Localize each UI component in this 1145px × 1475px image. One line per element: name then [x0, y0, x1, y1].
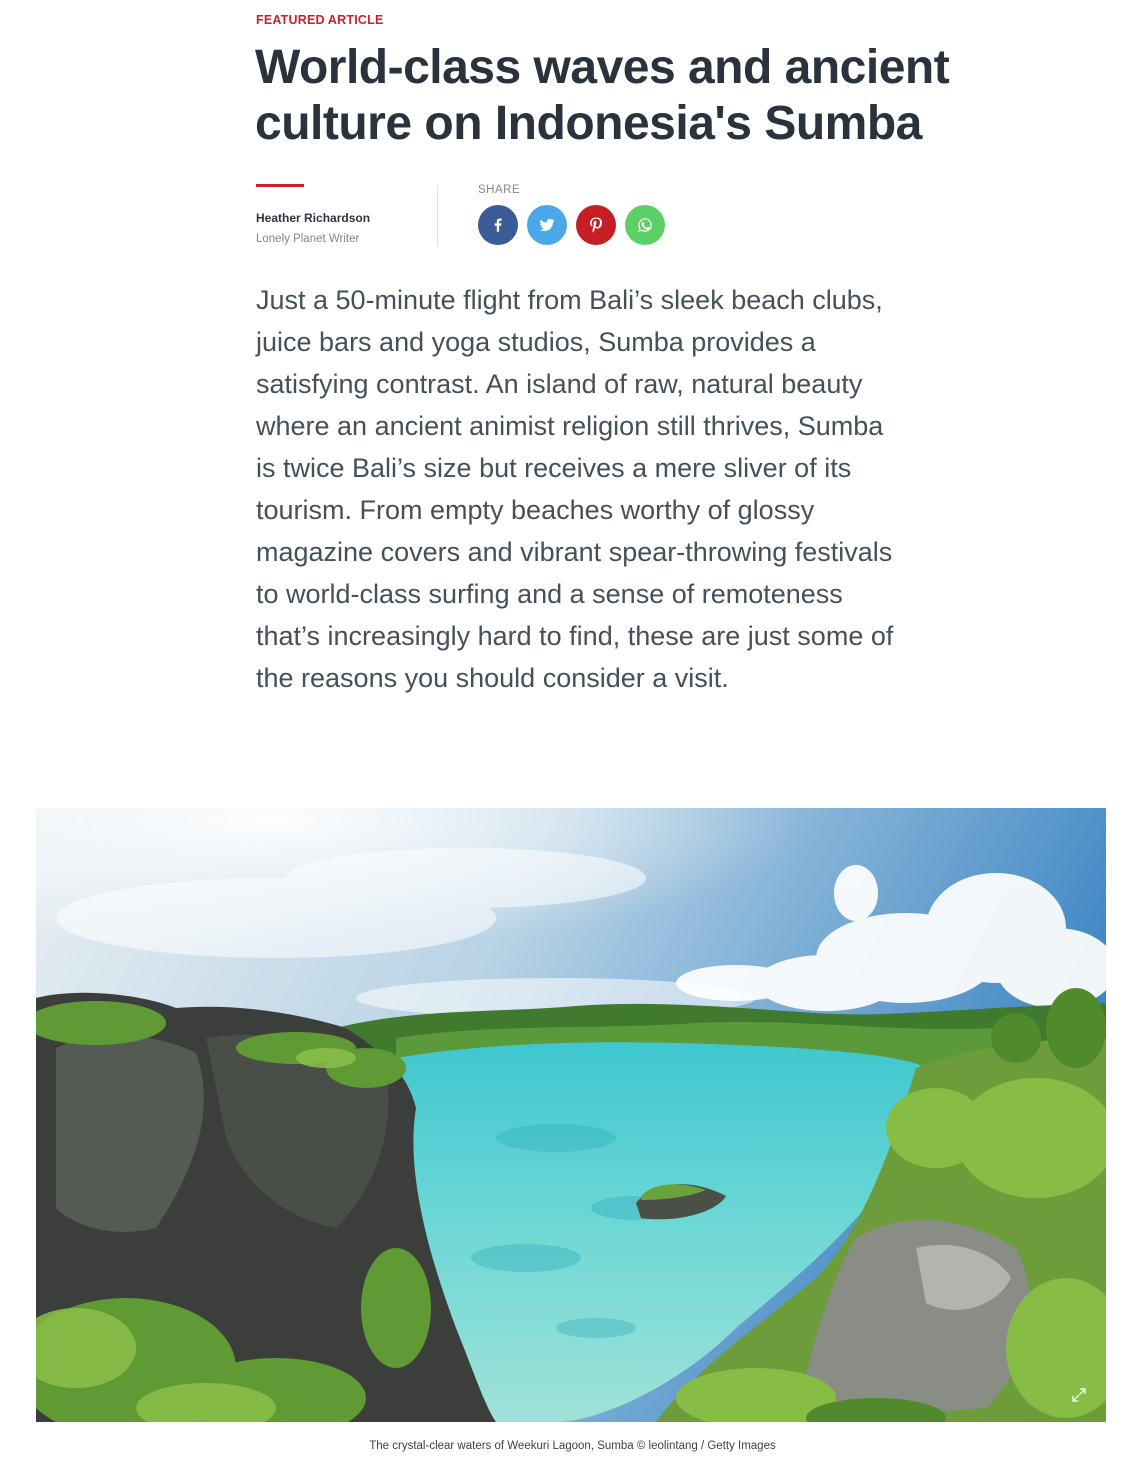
accent-rule [256, 184, 304, 187]
share-label: SHARE [478, 184, 521, 196]
article-lead-paragraph: Just a 50-minute flight from Bali’s sleek beach clubs, juice bars and yoga studios, Sumba provides a satisfying contrast. An island of raw, natural beauty where an ancient animist religion still thrives, Sumba is twice Bali’s size but receives a mere sliver of its tourism. From empty beaches worthy of glossy magazine covers and vibrant spear-throwing festivals to world-class surfing and a sense of remoteness that’s increasingly hard to find, these are just some of the reasons you should consider a visit. [256, 285, 894, 693]
hero-image-caption: The crystal-clear waters of Weekuri Lagoon, Sumba © leolintang / Getty Images [369, 1440, 776, 1452]
hero-image[interactable] [36, 808, 1106, 1422]
twitter-icon [538, 216, 556, 234]
byline-divider [437, 185, 438, 246]
facebook-icon [489, 216, 507, 234]
featured-article-kicker: FEATURED ARTICLE [256, 13, 384, 27]
byline [256, 211, 370, 245]
expand-image-button[interactable] [1066, 1382, 1092, 1408]
whatsapp-icon [636, 216, 654, 234]
expand-icon [1070, 1386, 1088, 1404]
article-title: World-class waves and ancient culture on Indonesia's Sumba [255, 41, 950, 150]
lagoon-photo [36, 808, 1106, 1422]
share-twitter-button[interactable] [527, 205, 567, 245]
share-whatsapp-button[interactable] [625, 205, 665, 245]
share-buttons [478, 205, 665, 245]
author-name[interactable]: Heather Richardson [256, 211, 371, 225]
share-pinterest-button[interactable] [576, 205, 616, 245]
pinterest-icon [587, 216, 605, 234]
share-facebook-button[interactable] [478, 205, 518, 245]
author-role: Lonely Planet Writer [256, 233, 360, 245]
share-bar [478, 184, 665, 245]
